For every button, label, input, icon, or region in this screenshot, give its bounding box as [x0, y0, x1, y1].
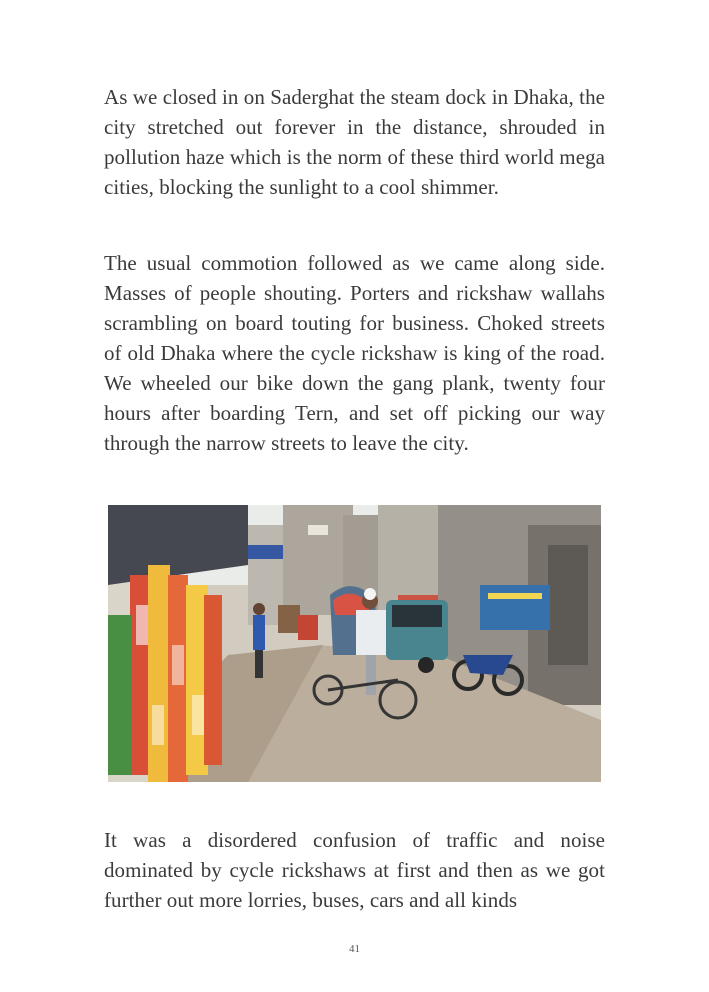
body-paragraph-3: It was a disordered confusion of traffic and noise dominated by cycle rickshaws at first and then as we got further out more lorries, buses, cars and all kinds — [104, 828, 605, 912]
street-photo — [108, 505, 601, 782]
page-number: 41 — [349, 943, 360, 955]
body-paragraph-1: As we closed in on Saderghat the steam dock in Dhaka, the city stretched out forever in the distance, shrouded in pollution haze which is the norm of these third world mega cities, blocking the sunlight to a cool shimmer. — [104, 85, 605, 199]
body-paragraph-2: The usual commotion followed as we came along side. Masses of people shouting. Porters and rickshaw wallahs scrambling on board touting for business. Choked streets of old Dhaka where the cycle rickshaw is king of the road. We wheeled our bike down the gang plank, twenty four hours after boarding Tern, and set off picking our way through the narrow streets to leave the city. — [104, 251, 605, 455]
